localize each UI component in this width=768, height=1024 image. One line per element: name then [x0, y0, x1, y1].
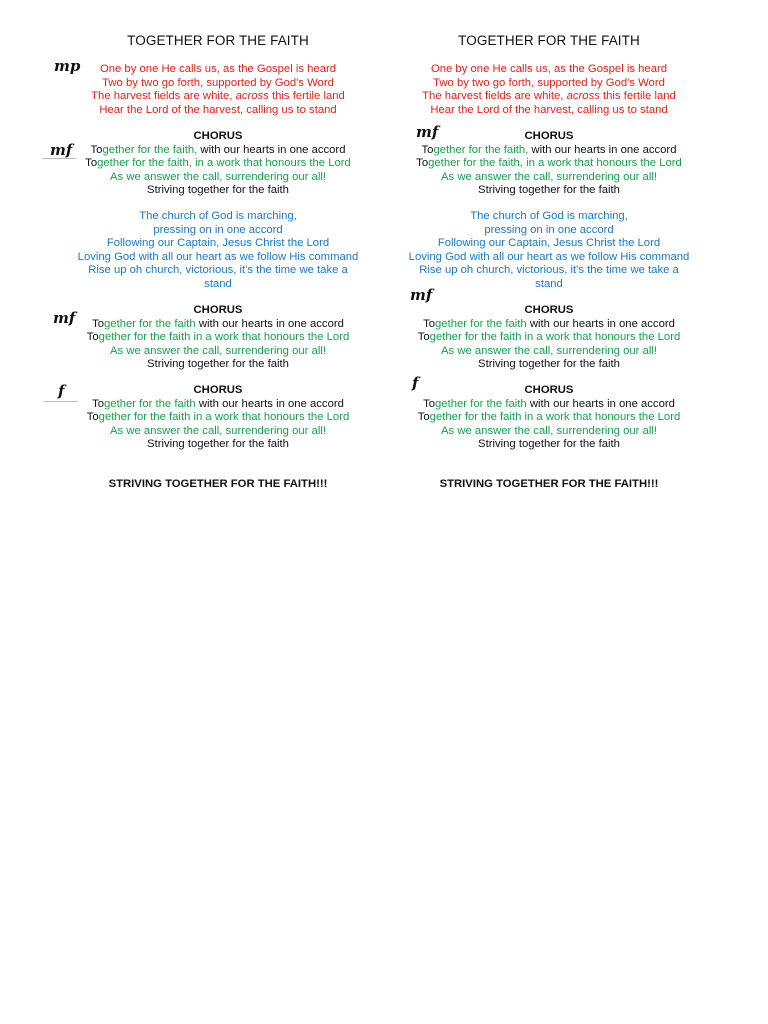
- ending-line: STRIVING TOGETHER FOR THE FAITH!!!: [439, 478, 659, 490]
- verse2-line4: Loving God with all our heart as we follow His command: [408, 250, 690, 263]
- dynamic-rule: [44, 401, 78, 402]
- chorus3-line1: Together for the faith with our hearts in one accord: [423, 397, 675, 410]
- chorus3-line1: Together for the faith with our hearts in one accord: [92, 397, 344, 410]
- verse1-line1: One by one He calls us, as the Gospel is heard: [99, 63, 337, 75]
- verse1-line3: The harvest fields are white, across this fertile land: [91, 90, 345, 102]
- dynamic-mp-marking: mp: [54, 57, 81, 75]
- chorus-heading: CHORUS: [524, 384, 574, 396]
- verse1-line2: Two by two go forth, supported by God's Word: [102, 76, 334, 89]
- chorus2-line4: Striving together for the faith: [478, 358, 620, 370]
- verse1-line4: Hear the Lord of the harvest, calling us to stand: [430, 103, 668, 116]
- song-title: TOGETHER FOR THE FAITH: [458, 33, 640, 48]
- chorus1-line2: Together for the faith, in a work that honours the Lord: [416, 157, 682, 169]
- verse2-line6: stand: [535, 277, 563, 290]
- verse2-line4: Loving God with all our heart as we follow His command: [77, 250, 359, 263]
- chorus1-line3: As we answer the call, surrendering our all!: [110, 170, 326, 183]
- chorus2-line3: As we answer the call, surrendering our all!: [110, 344, 326, 357]
- lyrics-column-left: [38, 0, 398, 520]
- chorus3-line4: Striving together for the faith: [147, 438, 289, 450]
- chorus2-line1: Together for the faith with our hearts in one accord: [92, 317, 344, 330]
- chorus1-line3: As we answer the call, surrendering our all!: [441, 170, 657, 183]
- chorus1-line1: Together for the faith, with our hearts in one accord: [421, 143, 677, 156]
- verse2-line5: Rise up oh church, victorious, it's the time we take a: [88, 264, 348, 276]
- chorus1-line1: Together for the faith, with our hearts in one accord: [90, 143, 346, 156]
- chorus-heading: CHORUS: [193, 384, 243, 396]
- verse2-line2: pressing on in one accord: [153, 223, 283, 236]
- chorus2-line4: Striving together for the faith: [147, 358, 289, 370]
- dynamic-rule: [42, 158, 76, 159]
- chorus-heading: CHORUS: [193, 130, 243, 142]
- chorus2-line3: As we answer the call, surrendering our all!: [441, 344, 657, 357]
- chorus-heading: CHORUS: [524, 130, 574, 142]
- dynamic-mf-marking: mf: [50, 141, 73, 159]
- chorus3-line2: Together for the faith in a work that honours the Lord: [417, 411, 681, 423]
- song-title: TOGETHER FOR THE FAITH: [127, 33, 309, 48]
- verse2-line5: Rise up oh church, victorious, it's the time we take a: [419, 264, 679, 276]
- verse2-line1: The church of God is marching,: [139, 210, 297, 222]
- verse2-line3: Following our Captain, Jesus Christ the Lord: [437, 237, 661, 249]
- lyrics-column-right: [369, 0, 729, 520]
- dynamic-f-marking: f: [412, 374, 419, 392]
- verse2-line6: stand: [204, 277, 232, 290]
- chorus2-line1: Together for the faith with our hearts in one accord: [423, 317, 675, 330]
- verse2-line1: The church of God is marching,: [470, 210, 628, 222]
- chorus3-line3: As we answer the call, surrendering our all!: [441, 424, 657, 437]
- chorus3-line4: Striving together for the faith: [478, 438, 620, 450]
- ending-line: STRIVING TOGETHER FOR THE FAITH!!!: [108, 478, 328, 490]
- verse2-line3: Following our Captain, Jesus Christ the Lord: [106, 237, 330, 249]
- verse1-line3: The harvest fields are white, across this fertile land: [422, 90, 676, 102]
- dynamic-mf-marking: mf: [416, 123, 439, 141]
- chorus-heading: CHORUS: [524, 304, 574, 316]
- chorus2-line2: Together for the faith in a work that honours the Lord: [86, 331, 350, 343]
- chorus-heading: CHORUS: [193, 304, 243, 316]
- verse1-line2: Two by two go forth, supported by God's Word: [433, 76, 665, 89]
- chorus3-line2: Together for the faith in a work that honours the Lord: [86, 411, 350, 423]
- chorus2-line2: Together for the faith in a work that honours the Lord: [417, 331, 681, 343]
- dynamic-f-marking: f: [58, 382, 65, 400]
- dynamic-mf-marking: mf: [410, 286, 433, 304]
- chorus3-line3: As we answer the call, surrendering our all!: [110, 424, 326, 437]
- chorus1-line2: Together for the faith, in a work that honours the Lord: [85, 157, 351, 169]
- chorus1-line4: Striving together for the faith: [478, 184, 620, 196]
- chorus1-line4: Striving together for the faith: [147, 184, 289, 196]
- verse2-line2: pressing on in one accord: [484, 223, 614, 236]
- verse1-line4: Hear the Lord of the harvest, calling us to stand: [99, 103, 337, 116]
- dynamic-mf-marking: mf: [53, 309, 76, 327]
- verse1-line1: One by one He calls us, as the Gospel is heard: [430, 63, 668, 75]
